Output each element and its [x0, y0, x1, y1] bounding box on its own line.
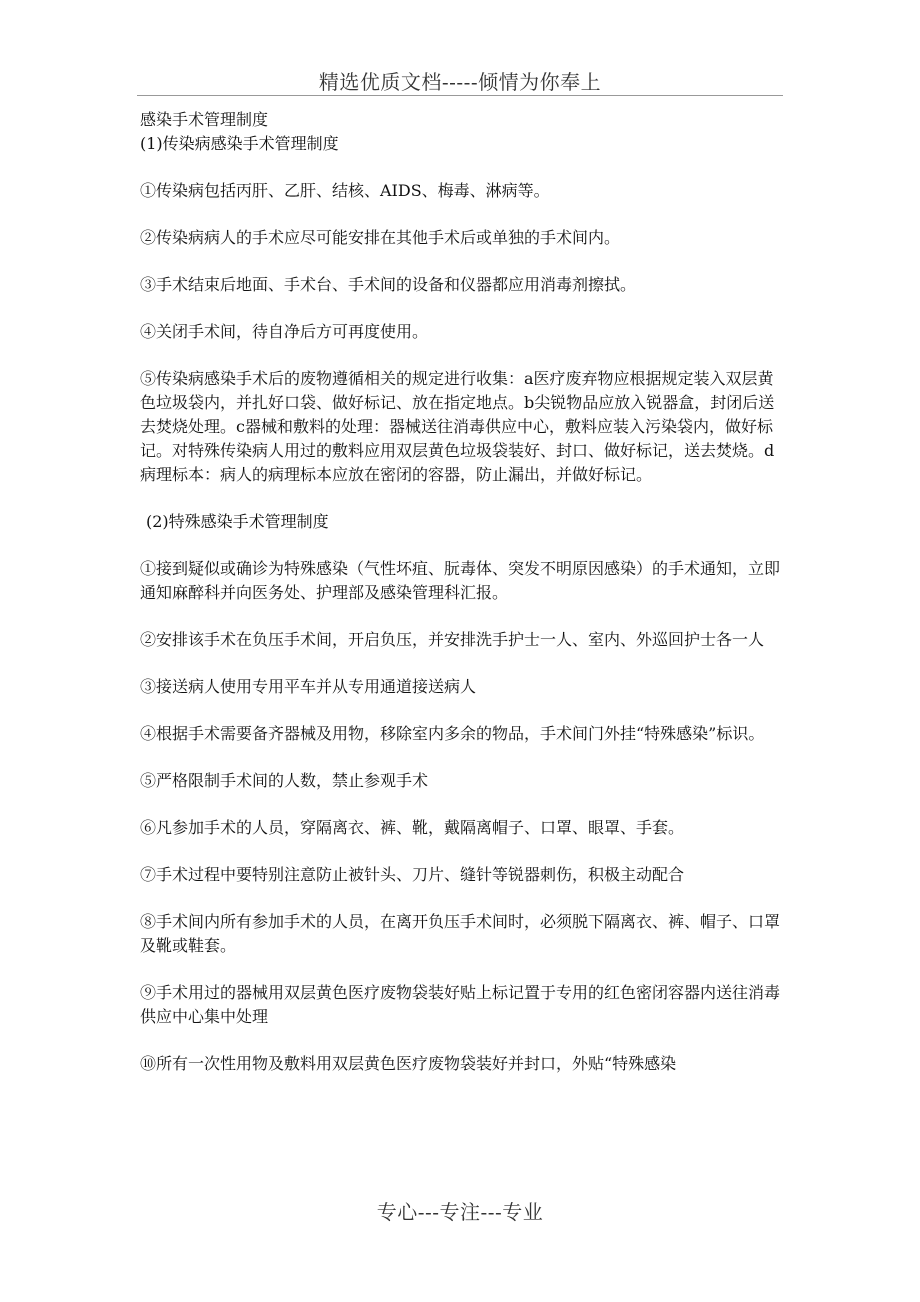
document-title: 感染手术管理制度: [140, 110, 269, 129]
section-1-item: ③手术结束后地面、手术台、手术间的设备和仪器都应用消毒剂擦拭。: [140, 275, 637, 294]
section-2-item: ⑩所有一次性用物及敷料用双层黄色医疗废物袋装好并封口，外贴“特殊感染: [140, 1054, 677, 1073]
section-1-heading: (1)传染病感染手术管理制度: [140, 134, 339, 153]
section-2-heading: (2)特殊感染手术管理制度: [146, 512, 329, 531]
section-2-item: ⑦手术过程中要特别注意防止被针头、刀片、缝针等锐器刺伤，积极主动配合: [140, 865, 685, 884]
page-header: 精选优质文档-----倾情为你奉上: [318, 70, 602, 94]
page-footer: 专心---专注---专业: [376, 1200, 544, 1224]
header-divider: [137, 95, 783, 96]
section-1-item: ②传染病病人的手术应尽可能安排在其他手术后或单独的手术间内。: [140, 228, 621, 247]
document-body: [140, 108, 782, 1076]
section-2-item: ④根据手术需要备齐器械及用物，移除室内多余的物品，手术间门外挂“特殊感染”标识。: [140, 724, 765, 743]
section-2-item: ⑨手术用过的器械用双层黄色医疗废物袋装好贴上标记置于专用的红色密闭容器内送往消毒供应中心集中处理: [140, 983, 781, 1026]
section-2-item: ①接到疑似或确诊为特殊感染（气性坏疽、朊毒体、突发不明原因感染）的手术通知，立即通知麻醉科并向医务处、护理部及感染管理科汇报。: [140, 559, 781, 602]
section-2-item: ⑤严格限制手术间的人数，禁止参观手术: [140, 771, 429, 790]
section-2-item: ②安排该手术在负压手术间，开启负压，并安排洗手护士一人、室内、外巡回护士各一人: [140, 630, 765, 649]
section-1-item: ④关闭手术间，待自净后方可再度使用。: [140, 322, 429, 341]
section-1-item: ①传染病包括丙肝、乙肝、结核、AIDS、梅毒、淋病等。: [140, 181, 550, 200]
section-2-item: ⑥凡参加手术的人员，穿隔离衣、裤、靴，戴隔离帽子、口罩、眼罩、手套。: [140, 818, 685, 837]
section-2-item: ⑧手术间内所有参加手术的人员，在离开负压手术间时，必须脱下隔离衣、裤、帽子、口罩及靴或鞋套。: [140, 912, 781, 955]
section-1-item: ⑤传染病感染手术后的废物遵循相关的规定进行收集：a医疗废弃物应根据规定装入双层黄色垃圾袋内，并扎好口袋、做好标记、放在指定地点。b尖锐物品应放入锐器盒，封闭后送去焚烧处理。c器械和敷料的处理：器械送往消毒供应中心，敷料应装入污染袋内，做好标记。对特殊传染病人用过的敷料应用双层黄色垃圾袋装好、封口、做好标记，送去焚烧。d病理标本：病人的病理标本应放在密闭的容器，防止漏出，并做好标记。: [140, 369, 775, 484]
section-2-item: ③接送病人使用专用平车并从专用通道接送病人: [140, 677, 477, 696]
